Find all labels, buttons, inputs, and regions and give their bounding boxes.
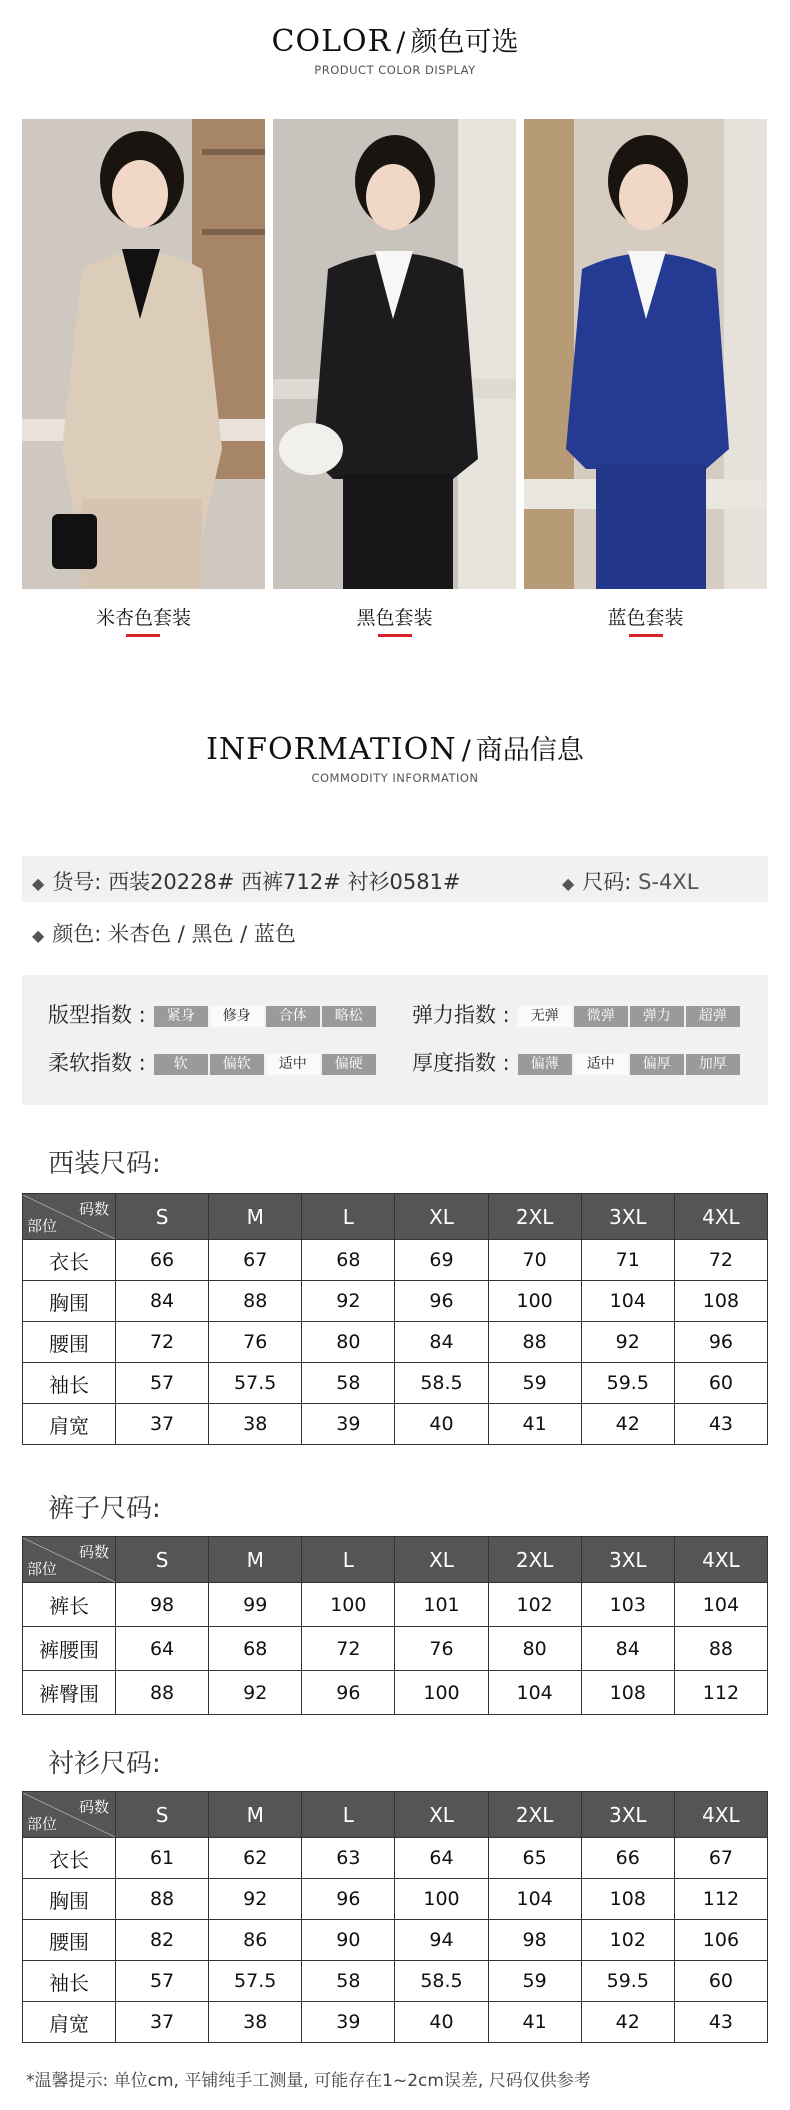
color-title-sep: / — [396, 27, 406, 58]
table-cell: 108 — [581, 1879, 674, 1920]
item-number-bar — [22, 856, 768, 902]
table-cell: 76 — [395, 1627, 488, 1671]
info-title-en: INFORMATION — [206, 732, 457, 767]
table-cell: 82 — [116, 1920, 209, 1961]
index-option: 修身 — [210, 1006, 264, 1027]
index-option: 弹力 — [630, 1006, 684, 1027]
table-cell: 70 — [488, 1240, 581, 1281]
row-label: 胸围 — [23, 1281, 116, 1322]
table-cell: 101 — [395, 1583, 488, 1627]
color-title-en: COLOR — [271, 24, 392, 59]
index-fit — [48, 999, 378, 1029]
table-cell: 37 — [116, 1404, 209, 1445]
table-cell: 100 — [488, 1281, 581, 1322]
size-header: M — [209, 1194, 302, 1240]
suit-size-title: 西装尺码: — [48, 1149, 161, 1179]
table-cell: 96 — [674, 1322, 767, 1363]
caption-underline — [629, 634, 663, 637]
table-cell: 43 — [674, 1404, 767, 1445]
table-row — [23, 1920, 768, 1961]
size-header: 3XL — [581, 1792, 674, 1838]
size-header: L — [302, 1537, 395, 1583]
table-cell: 65 — [488, 1838, 581, 1879]
row-label: 裤腰围 — [23, 1627, 116, 1671]
index-option: 偏硬 — [322, 1054, 376, 1075]
corner-cell — [23, 1537, 116, 1583]
table-cell: 41 — [488, 2002, 581, 2043]
table-row — [23, 1583, 768, 1627]
indices-panel — [22, 975, 768, 1105]
size-header: 3XL — [581, 1537, 674, 1583]
table-row — [23, 1627, 768, 1671]
table-row — [23, 1404, 768, 1445]
table-row — [23, 1961, 768, 2002]
row-label: 裤臀围 — [23, 1671, 116, 1715]
pants-size-title: 裤子尺码: — [48, 1494, 161, 1524]
index-option: 无弹 — [518, 1006, 572, 1027]
row-label: 胸围 — [23, 1879, 116, 1920]
table-cell: 58 — [302, 1961, 395, 2002]
table-cell: 76 — [209, 1322, 302, 1363]
table-cell: 88 — [674, 1627, 767, 1671]
index-option: 适中 — [574, 1054, 628, 1075]
product-photo-beige — [22, 119, 265, 589]
corner-size-label: 码数 — [78, 1199, 109, 1218]
corner-part-label: 部位 — [27, 1216, 58, 1235]
table-cell: 69 — [395, 1240, 488, 1281]
table-cell: 59.5 — [581, 1961, 674, 2002]
table-cell: 42 — [581, 1404, 674, 1445]
size-header: 4XL — [674, 1792, 767, 1838]
table-cell: 62 — [209, 1838, 302, 1879]
corner-part-label: 部位 — [27, 1559, 58, 1578]
table-cell: 71 — [581, 1240, 674, 1281]
shirt-size-table — [22, 1791, 768, 2043]
index-option: 略松 — [322, 1006, 376, 1027]
table-row — [23, 1838, 768, 1879]
index-softness — [48, 1047, 378, 1077]
index-option: 偏软 — [210, 1054, 264, 1075]
table-cell: 104 — [581, 1281, 674, 1322]
table-cell: 63 — [302, 1838, 395, 1879]
row-label: 衣长 — [23, 1838, 116, 1879]
table-cell: 96 — [395, 1281, 488, 1322]
size-header: 4XL — [674, 1537, 767, 1583]
suit-size-table — [22, 1193, 768, 1445]
table-cell: 98 — [116, 1583, 209, 1627]
product-photo-black — [273, 119, 516, 589]
info-title-cn: 商品信息 — [475, 735, 584, 766]
shirt-size-title: 衬衫尺码: — [48, 1749, 161, 1779]
color-title-cn: 颜色可选 — [410, 27, 519, 58]
table-cell: 58.5 — [395, 1363, 488, 1404]
size-header: 4XL — [674, 1194, 767, 1240]
table-cell: 72 — [302, 1627, 395, 1671]
table-row — [23, 1281, 768, 1322]
size-header: S — [116, 1194, 209, 1240]
table-cell: 59.5 — [581, 1363, 674, 1404]
row-label: 袖长 — [23, 1363, 116, 1404]
size-header: XL — [395, 1537, 488, 1583]
index-label: 版型指数 : — [48, 1003, 146, 1027]
size-header: M — [209, 1792, 302, 1838]
table-cell: 104 — [488, 1879, 581, 1920]
row-label: 袖长 — [23, 1961, 116, 2002]
table-cell: 57.5 — [209, 1363, 302, 1404]
table-cell: 90 — [302, 1920, 395, 1961]
caption-underline — [378, 634, 412, 637]
color-section-header — [0, 20, 790, 77]
measurement-note: *温馨提示: 单位cm, 平铺纯手工测量, 可能存在1~2cm误差, 尺码仅供参考 — [26, 2071, 591, 2091]
table-cell: 112 — [674, 1879, 767, 1920]
size-header: L — [302, 1792, 395, 1838]
size-header: 2XL — [488, 1537, 581, 1583]
table-cell: 38 — [209, 2002, 302, 2043]
table-cell: 88 — [488, 1322, 581, 1363]
colors-list: 颜色: 米杏色 / 黑色 / 蓝色 — [52, 922, 296, 946]
table-cell: 100 — [395, 1879, 488, 1920]
table-cell: 84 — [116, 1281, 209, 1322]
size-header: S — [116, 1537, 209, 1583]
table-cell: 38 — [209, 1404, 302, 1445]
table-cell: 39 — [302, 2002, 395, 2043]
table-cell: 96 — [302, 1879, 395, 1920]
table-cell: 59 — [488, 1961, 581, 2002]
info-section-header — [0, 728, 790, 785]
table-row — [23, 1671, 768, 1715]
model-photo — [524, 119, 767, 589]
table-cell: 99 — [209, 1583, 302, 1627]
table-cell: 40 — [395, 1404, 488, 1445]
table-cell: 88 — [116, 1879, 209, 1920]
table-cell: 64 — [395, 1838, 488, 1879]
table-cell: 102 — [488, 1583, 581, 1627]
table-cell: 57.5 — [209, 1961, 302, 2002]
colors-line — [32, 918, 296, 948]
table-cell: 103 — [581, 1583, 674, 1627]
table-cell: 108 — [674, 1281, 767, 1322]
corner-cell — [23, 1194, 116, 1240]
table-cell: 68 — [209, 1627, 302, 1671]
info-subtitle: COMMODITY INFORMATION — [311, 771, 479, 785]
row-label: 腰围 — [23, 1920, 116, 1961]
table-cell: 88 — [209, 1281, 302, 1322]
table-cell: 72 — [674, 1240, 767, 1281]
index-label: 弹力指数 : — [412, 1003, 510, 1027]
table-cell: 57 — [116, 1363, 209, 1404]
table-cell: 94 — [395, 1920, 488, 1961]
size-header: XL — [395, 1194, 488, 1240]
size-header: M — [209, 1537, 302, 1583]
row-label: 腰围 — [23, 1322, 116, 1363]
table-cell: 102 — [581, 1920, 674, 1961]
info-title-sep: / — [461, 735, 471, 766]
index-option: 合体 — [266, 1006, 320, 1027]
row-label: 肩宽 — [23, 1404, 116, 1445]
size-header: S — [116, 1792, 209, 1838]
table-cell: 92 — [581, 1322, 674, 1363]
index-thickness — [412, 1047, 742, 1077]
table-cell: 72 — [116, 1322, 209, 1363]
table-cell: 58 — [302, 1363, 395, 1404]
table-cell: 86 — [209, 1920, 302, 1961]
table-row — [23, 2002, 768, 2043]
table-cell: 41 — [488, 1404, 581, 1445]
color-subtitle: PRODUCT COLOR DISPLAY — [314, 63, 476, 77]
table-header-row — [23, 1792, 768, 1838]
size-header: XL — [395, 1792, 488, 1838]
index-option: 紧身 — [154, 1006, 208, 1027]
corner-part-label: 部位 — [27, 1814, 58, 1833]
table-cell: 61 — [116, 1838, 209, 1879]
index-option: 加厚 — [686, 1054, 740, 1075]
pants-size-table — [22, 1536, 768, 1715]
table-cell: 98 — [488, 1920, 581, 1961]
table-cell: 106 — [674, 1920, 767, 1961]
table-cell: 80 — [488, 1627, 581, 1671]
index-option: 偏厚 — [630, 1054, 684, 1075]
table-cell: 84 — [395, 1322, 488, 1363]
table-row — [23, 1363, 768, 1404]
model-photo — [22, 119, 265, 589]
size-header: 2XL — [488, 1194, 581, 1240]
table-cell: 67 — [674, 1838, 767, 1879]
table-cell: 57 — [116, 1961, 209, 2002]
color-caption-black: 黑色套装 — [356, 607, 433, 629]
product-photo-blue — [524, 119, 767, 589]
table-cell: 67 — [209, 1240, 302, 1281]
size-range-value: S-4XL — [638, 870, 699, 894]
row-label: 肩宽 — [23, 2002, 116, 2043]
diamond-icon: ◆ — [562, 874, 575, 893]
table-cell: 40 — [395, 2002, 488, 2043]
table-cell: 84 — [581, 1627, 674, 1671]
table-row — [23, 1240, 768, 1281]
table-cell: 64 — [116, 1627, 209, 1671]
table-cell: 80 — [302, 1322, 395, 1363]
table-cell: 92 — [302, 1281, 395, 1322]
table-row — [23, 1879, 768, 1920]
index-option: 软 — [154, 1054, 208, 1075]
corner-size-label: 码数 — [78, 1797, 109, 1816]
table-cell: 60 — [674, 1961, 767, 2002]
index-option: 偏薄 — [518, 1054, 572, 1075]
table-cell: 43 — [674, 2002, 767, 2043]
color-caption-beige: 米杏色套装 — [95, 607, 191, 629]
table-cell: 66 — [581, 1838, 674, 1879]
index-label: 柔软指数 : — [48, 1051, 146, 1075]
table-header-row — [23, 1194, 768, 1240]
table-cell: 88 — [116, 1671, 209, 1715]
table-cell: 59 — [488, 1363, 581, 1404]
corner-cell — [23, 1792, 116, 1838]
size-header: 2XL — [488, 1792, 581, 1838]
size-header: 3XL — [581, 1194, 674, 1240]
table-cell: 42 — [581, 2002, 674, 2043]
index-label: 厚度指数 : — [412, 1051, 510, 1075]
table-cell: 108 — [581, 1671, 674, 1715]
index-option: 超弹 — [686, 1006, 740, 1027]
table-cell: 96 — [302, 1671, 395, 1715]
index-option: 微弹 — [574, 1006, 628, 1027]
table-cell: 100 — [302, 1583, 395, 1627]
table-cell: 104 — [674, 1583, 767, 1627]
table-cell: 92 — [209, 1879, 302, 1920]
table-header-row — [23, 1537, 768, 1583]
item-number: 货号: 西装20228# 西裤712# 衬衫0581# — [52, 870, 461, 894]
diamond-icon: ◆ — [32, 874, 45, 893]
diamond-icon: ◆ — [32, 926, 45, 945]
table-cell: 100 — [395, 1671, 488, 1715]
caption-underline — [126, 634, 160, 637]
row-label: 衣长 — [23, 1240, 116, 1281]
table-cell: 60 — [674, 1363, 767, 1404]
table-row — [23, 1322, 768, 1363]
row-label: 裤长 — [23, 1583, 116, 1627]
table-cell: 58.5 — [395, 1961, 488, 2002]
table-cell: 104 — [488, 1671, 581, 1715]
index-elasticity — [412, 999, 742, 1029]
table-cell: 112 — [674, 1671, 767, 1715]
size-header: L — [302, 1194, 395, 1240]
table-cell: 68 — [302, 1240, 395, 1281]
size-range-label: 尺码: — [582, 870, 632, 894]
table-cell: 37 — [116, 2002, 209, 2043]
corner-size-label: 码数 — [78, 1542, 109, 1561]
index-option: 适中 — [266, 1054, 320, 1075]
table-cell: 66 — [116, 1240, 209, 1281]
table-cell: 92 — [209, 1671, 302, 1715]
color-caption-blue: 蓝色套装 — [607, 607, 684, 629]
table-cell: 39 — [302, 1404, 395, 1445]
model-photo — [273, 119, 516, 589]
